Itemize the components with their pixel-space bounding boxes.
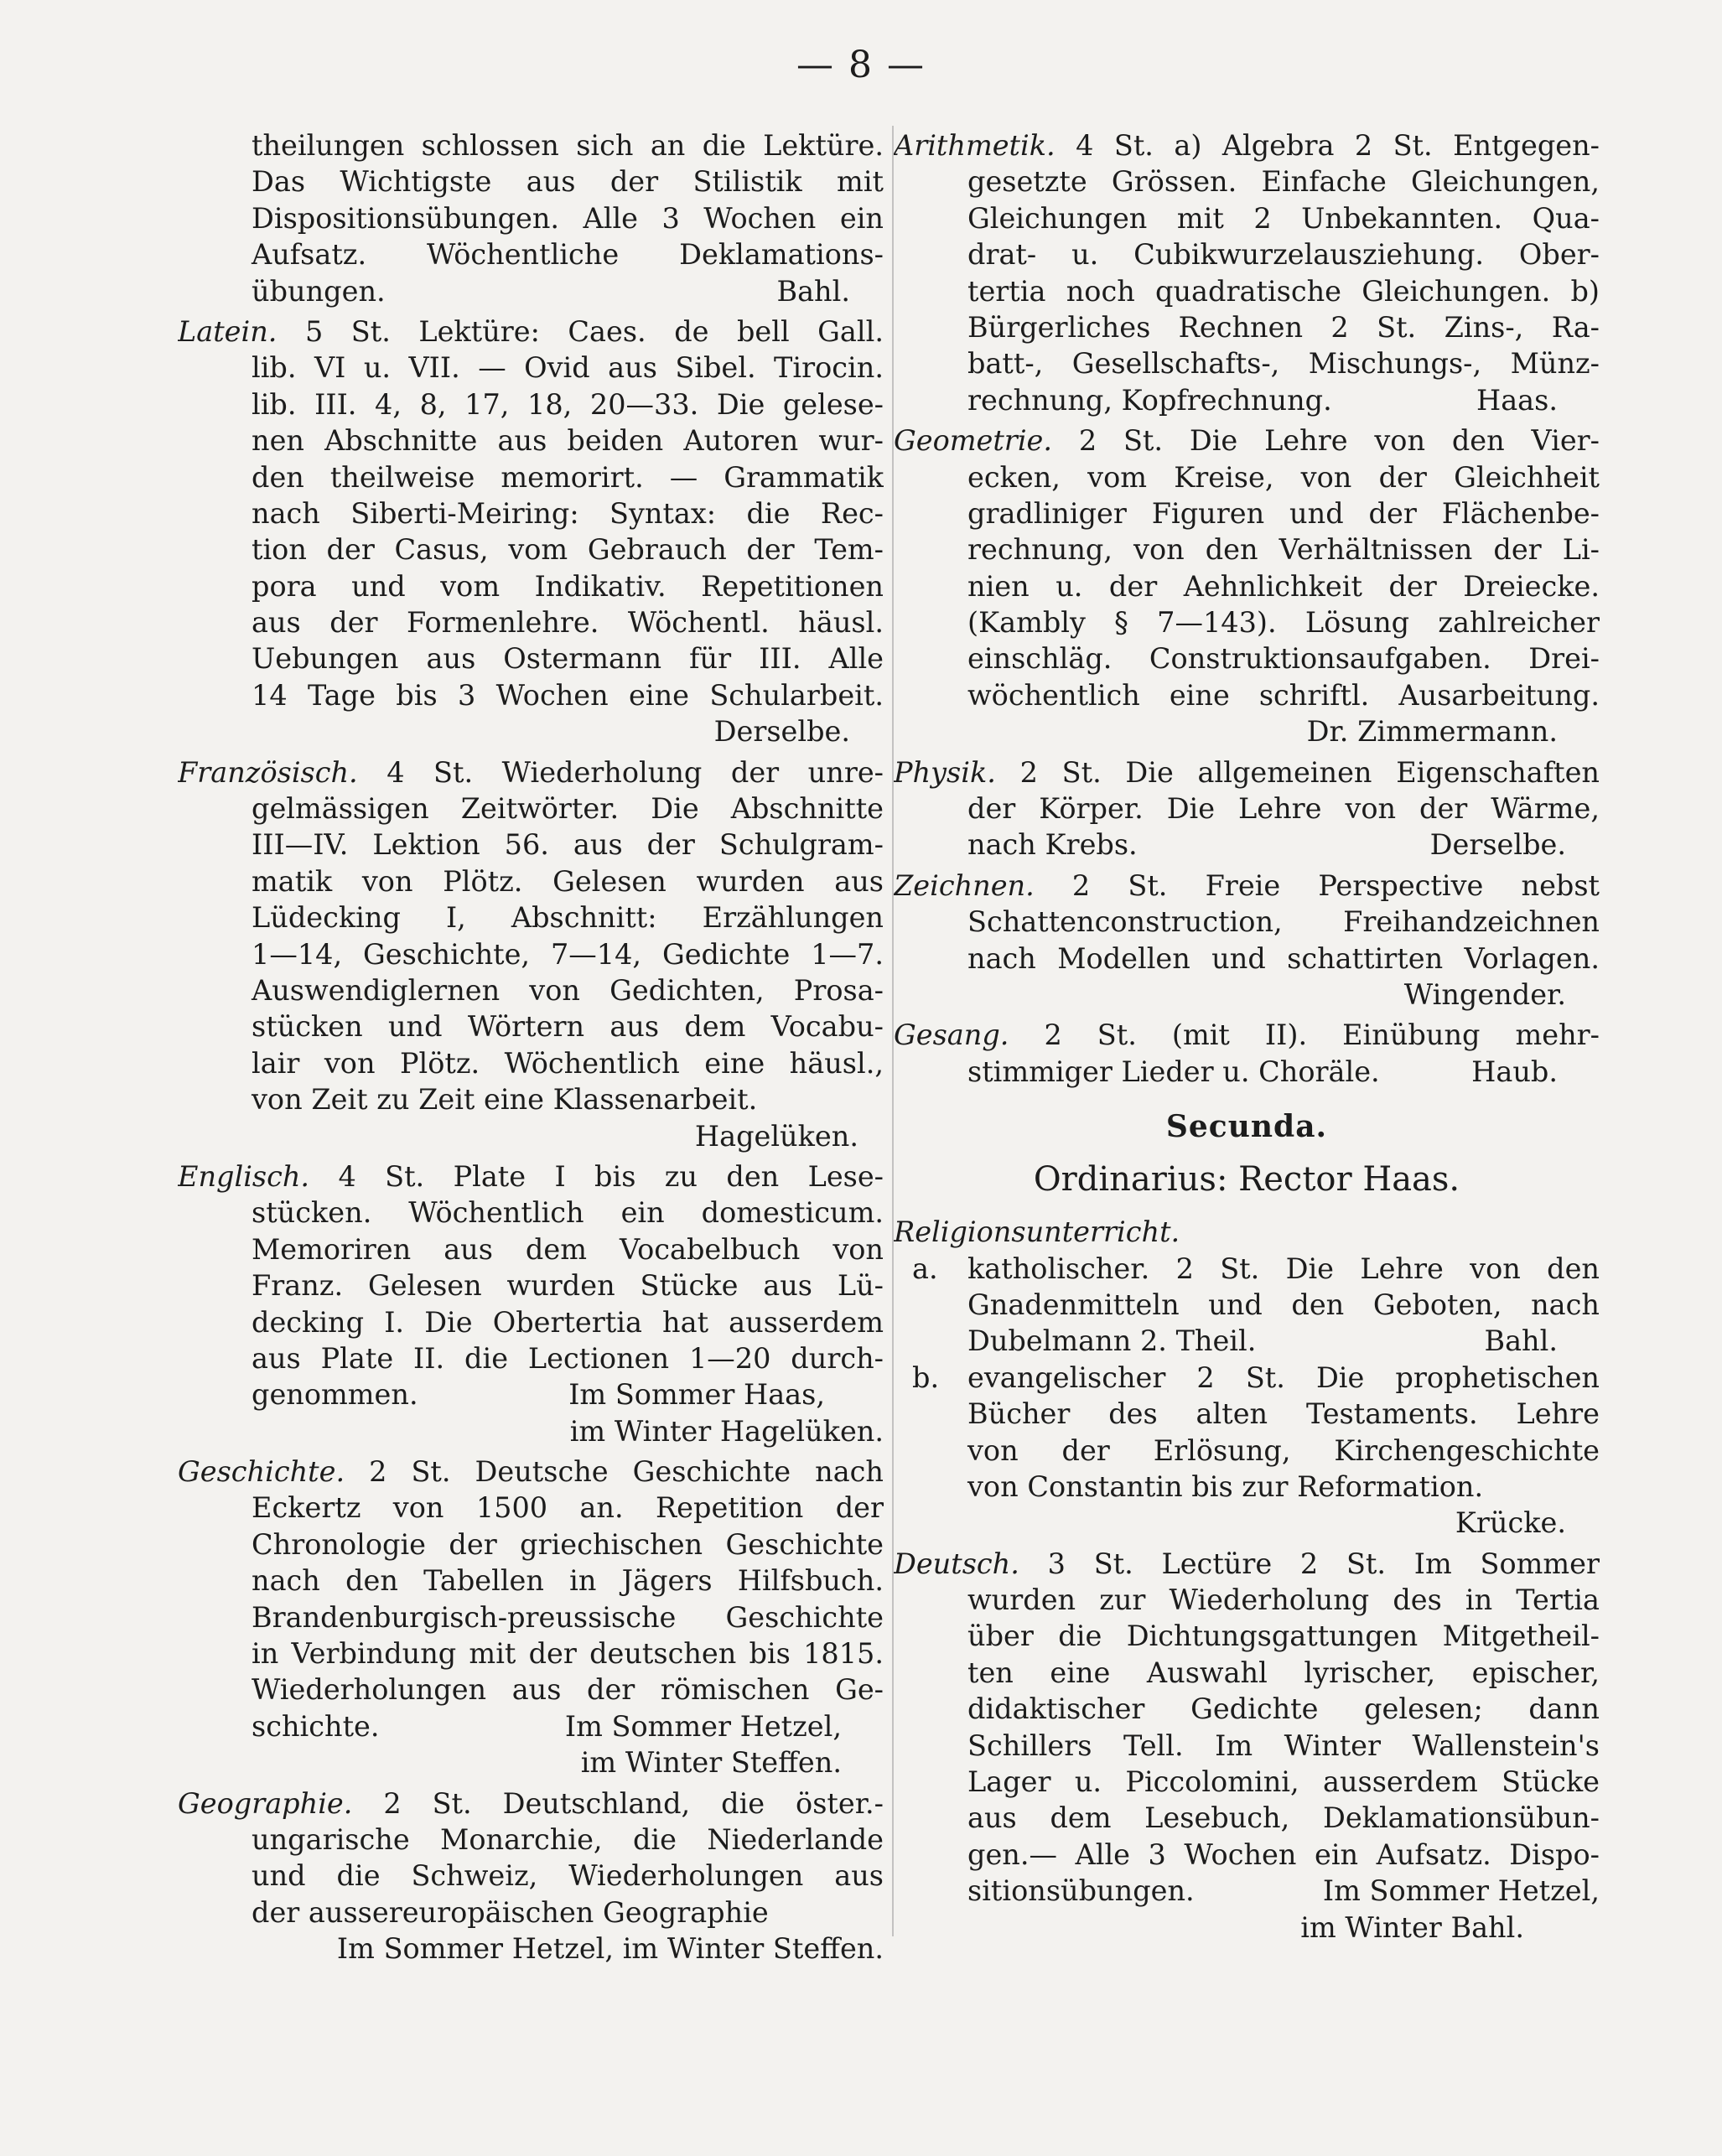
text-line: 2 St. Die Lehre von den Vier- <box>1078 424 1600 458</box>
subject-title: Arithmetik. <box>894 129 1056 162</box>
text-line: nach Siberti-Meiring: Syntax: die Rec- <box>252 496 884 530</box>
entry-geographie <box>178 1785 884 1967</box>
text-line: Franz. Gelesen wurden Stücke aus Lü- <box>252 1269 884 1303</box>
text-line: Wiederholungen aus der römischen Ge- <box>252 1673 884 1707</box>
text-line: 5 St. Lektüre: Caes. de bell Gall. <box>304 314 884 348</box>
entry-deutsch <box>894 1546 1600 1946</box>
entry-arithmetik <box>894 127 1600 418</box>
text-line: 2 St. Deutschland, die öster.- <box>383 1786 884 1820</box>
text-line: genommen. <box>252 1378 418 1412</box>
section-heading: Secunda. <box>1165 1109 1328 1145</box>
text-line: einschläg. Construktionsaufgaben. Drei- <box>967 642 1600 676</box>
text-line: Bürgerliches Rechnen 2 St. Zins-, Ra- <box>967 310 1600 344</box>
entry-latein <box>178 314 884 750</box>
text-line: Schattenconstruction, Freihandzeichnen <box>967 905 1600 939</box>
text-line: gradliniger Figuren und der Flächenbe- <box>967 496 1600 530</box>
teacher-name: im Winter Hagelüken. <box>569 1414 884 1448</box>
text-line: Chronologie der griechischen Geschichte <box>252 1527 884 1561</box>
entry-geometrie <box>894 422 1600 750</box>
entry-franzoesisch <box>178 754 884 1154</box>
text-line: den theilweise memorirt. — Grammatik <box>252 460 884 494</box>
text-line: katholischer. 2 St. Die Lehre von den <box>967 1252 1600 1285</box>
subject-title: Latein. <box>178 314 277 348</box>
text-line: pora und vom Indikativ. Repetitionen <box>252 569 884 603</box>
entry-geschichte <box>178 1454 884 1781</box>
text-line: Brandenburgisch-preussische Geschichte <box>252 1600 884 1634</box>
teacher-name: Haas. <box>1476 383 1558 417</box>
text-line: nien u. der Aehnlichkeit der Dreiecke. <box>967 569 1600 603</box>
subject-title: Geometrie. <box>894 424 1053 458</box>
text-line: Uebungen aus Ostermann für III. Alle <box>252 642 884 676</box>
text-line: lair von Plötz. Wöchentlich eine häusl., <box>252 1046 884 1080</box>
text-line: stücken. Wöchentlich ein domesticum. <box>252 1196 884 1230</box>
text-line: stimmiger Lieder u. Choräle. <box>967 1055 1380 1088</box>
text-line: nach Krebs. <box>967 828 1138 862</box>
text-line: 4 St. a) Algebra 2 St. Entgegen- <box>1076 129 1600 162</box>
text-line: Dispositionsübungen. Alle 3 Wochen ein <box>252 201 884 235</box>
text-line: Bücher des alten Testaments. Lehre <box>967 1397 1600 1431</box>
text-line: batt-, Gesellschafts-, Mischungs-, Münz- <box>967 347 1600 381</box>
teacher-name: Derselbe. <box>1429 828 1566 862</box>
text-line: drat- u. Cubikwurzelausziehung. Ober- <box>967 238 1600 272</box>
text-line: Dubelmann 2. Theil. <box>967 1324 1257 1358</box>
text-line: über die Dichtungsgattungen Mitgetheil- <box>967 1620 1600 1653</box>
text-line: Aufsatz. Wöchentliche Deklamations- <box>252 238 884 272</box>
entry-zeichnen <box>894 868 1600 1013</box>
text-line: nach den Tabellen in Jägers Hilfsbuch. <box>252 1564 884 1598</box>
item-letter: b. <box>912 1360 940 1394</box>
text-line: 14 Tage bis 3 Wochen eine Schularbeit. <box>252 678 884 712</box>
text-line: und die Schweiz, Wiederholungen aus <box>252 1859 884 1893</box>
text-line: didaktischer Gedichte gelesen; dann <box>967 1692 1600 1726</box>
text-line: matik von Plötz. Gelesen wurden aus <box>252 864 884 898</box>
subject-title: Französisch. <box>178 755 358 789</box>
text-line: theilungen schlossen sich an die Lektüre. <box>252 129 884 162</box>
teacher-name: Derselbe. <box>713 715 850 749</box>
text-line: nach Modellen und schattirten Vorlagen. <box>967 941 1600 975</box>
page-number: — 8 — <box>796 44 926 86</box>
text-line: Auswendiglernen von Gedichten, Prosa- <box>252 973 884 1007</box>
text-line: 2 St. (mit II). Einübung mehr- <box>1044 1018 1600 1052</box>
text-line: rechnung, von den Verhältnissen der Li- <box>967 533 1600 567</box>
text-line: aus der Formenlehre. Wöchentl. häusl. <box>252 606 884 640</box>
text-line: Das Wichtigste aus der Stilistik mit <box>252 165 884 199</box>
entry-religion <box>894 1214 1600 1542</box>
text-line: aus dem Lesebuch, Deklamationsübun- <box>967 1801 1600 1835</box>
text-line: (Kambly § 7—143). Lösung zahlreicher <box>967 606 1600 640</box>
entry-physik <box>894 754 1600 863</box>
text-line: lib. VI u. VII. — Ovid aus Sibel. Tirocin. <box>252 351 884 385</box>
text-line: Gnadenmitteln und den Geboten, nach <box>967 1288 1600 1321</box>
text-line: 3 St. Lectüre 2 St. Im Sommer <box>1047 1547 1600 1580</box>
text-line: 1—14, Geschichte, 7—14, Gedichte 1—7. <box>252 937 884 971</box>
text-line: rechnung, Kopfrechnung. <box>967 383 1332 417</box>
text-line: in Verbindung mit der deutschen bis 1815. <box>252 1637 884 1671</box>
text-line: tertia noch quadratische Gleichungen. b) <box>967 274 1600 308</box>
text-line: tion der Casus, vom Gebrauch der Tem- <box>252 533 884 567</box>
teacher-name: Bahl. <box>1484 1324 1558 1358</box>
teacher-name: Haub. <box>1471 1055 1558 1088</box>
subject-title: Englisch. <box>178 1159 310 1193</box>
text-line: sitionsübungen. <box>967 1874 1195 1908</box>
teacher-name: Bahl. <box>776 274 850 308</box>
subject-title: Gesang. <box>894 1018 1009 1052</box>
text-line: gesetzte Grössen. Einfache Gleichungen, <box>967 165 1600 199</box>
right-column <box>894 127 1600 1950</box>
text-line: 2 St. Die allgemeinen Eigenschaften <box>1019 755 1600 789</box>
left-column <box>178 127 884 1972</box>
text-line: III—IV. Lektion 56. aus der Schulgram- <box>252 828 884 862</box>
religion-item-protestant <box>894 1360 1600 1542</box>
entry-englisch <box>178 1158 884 1449</box>
entry-gesang <box>894 1017 1600 1090</box>
subject-title: Geographie. <box>178 1786 353 1820</box>
teacher-name: Im Sommer Hetzel, im Winter Steffen. <box>336 1932 884 1966</box>
text-line: ungarische Monarchie, die Niederlande <box>252 1822 884 1856</box>
text-line: stücken und Wörtern aus dem Vocabu- <box>252 1010 884 1044</box>
text-line: gelmässigen Zeitwörter. Die Abschnitte <box>252 792 884 826</box>
teacher-name: Krücke. <box>1455 1506 1566 1540</box>
religion-item-catholic <box>894 1251 1600 1360</box>
teacher-name: Im Sommer Haas, <box>568 1378 825 1412</box>
teacher-name: Wingender. <box>1403 977 1566 1011</box>
text-line: decking I. Die Obertertia hat ausserdem <box>252 1305 884 1339</box>
text-line: Memoriren aus dem Vocabelbuch von <box>252 1232 884 1266</box>
text-line: schichte. <box>252 1709 380 1743</box>
subject-title: Physik. <box>894 755 996 789</box>
text-line: Eckertz von 1500 an. Repetition der <box>252 1491 884 1525</box>
item-letter: a. <box>912 1252 938 1285</box>
text-line: 4 St. Wiederholung der unre- <box>386 755 884 789</box>
text-line: ecken, vom Kreise, von der Gleichheit <box>967 460 1600 494</box>
text-line: von Constantin bis zur Reformation. <box>967 1469 1484 1503</box>
teacher-name: Hagelüken. <box>694 1119 858 1153</box>
text-line: der aussereuropäischen Geographie <box>252 1895 769 1929</box>
text-line: nen Abschnitte aus beiden Autoren wur- <box>252 424 884 458</box>
text-line: Gleichungen mit 2 Unbekannten. Qua- <box>967 201 1600 235</box>
subject-title: Religionsunterricht. <box>894 1215 1180 1249</box>
text-line: Schillers Tell. Im Winter Wallenstein's <box>967 1728 1600 1762</box>
teacher-name: Dr. Zimmermann. <box>1306 715 1558 749</box>
text-line: evangelischer 2 St. Die prophetischen <box>967 1360 1600 1394</box>
subject-title: Zeichnen. <box>894 868 1035 902</box>
text-line: 4 St. Plate I bis zu den Lese- <box>338 1159 884 1193</box>
ordinarius-line: Ordinarius: Rector Haas. <box>1033 1160 1460 1200</box>
teacher-name: im Winter Bahl. <box>1300 1910 1524 1944</box>
text-line: wöchentlich eine schriftl. Ausarbeitung. <box>967 678 1600 712</box>
text-line: von Zeit zu Zeit eine Klassenarbeit. <box>252 1083 758 1117</box>
text-line: Lüdecking I, Abschnitt: Erzählungen <box>252 901 884 935</box>
teacher-name: Im Sommer Hetzel, <box>564 1709 842 1743</box>
text-line: ten eine Auswahl lyrischer, epischer, <box>967 1656 1600 1689</box>
text-line: 2 St. Freie Perspective nebst <box>1071 868 1600 902</box>
entry-continuation <box>178 127 884 309</box>
text-line: lib. III. 4, 8, 17, 18, 20—33. Die gelese- <box>252 387 884 421</box>
teacher-name: im Winter Steffen. <box>580 1746 842 1780</box>
text-line: von der Erlösung, Kirchengeschichte <box>967 1433 1600 1467</box>
text-line: Lager u. Piccolomini, ausserdem Stücke <box>967 1765 1600 1799</box>
subject-title: Geschichte. <box>178 1455 345 1489</box>
text-line: der Körper. Die Lehre von der Wärme, <box>967 792 1600 826</box>
text-line: gen.— Alle 3 Wochen ein Aufsatz. Dispo- <box>967 1837 1600 1871</box>
text-line: übungen. <box>252 274 386 308</box>
subject-title: Deutsch. <box>894 1547 1019 1580</box>
text-line: aus Plate II. die Lectionen 1—20 durch- <box>252 1341 884 1375</box>
teacher-name: Im Sommer Hetzel, <box>1322 1874 1600 1908</box>
text-line: 2 St. Deutsche Geschichte nach <box>369 1455 884 1489</box>
text-line: wurden zur Wiederholung des in Tertia <box>967 1583 1600 1617</box>
